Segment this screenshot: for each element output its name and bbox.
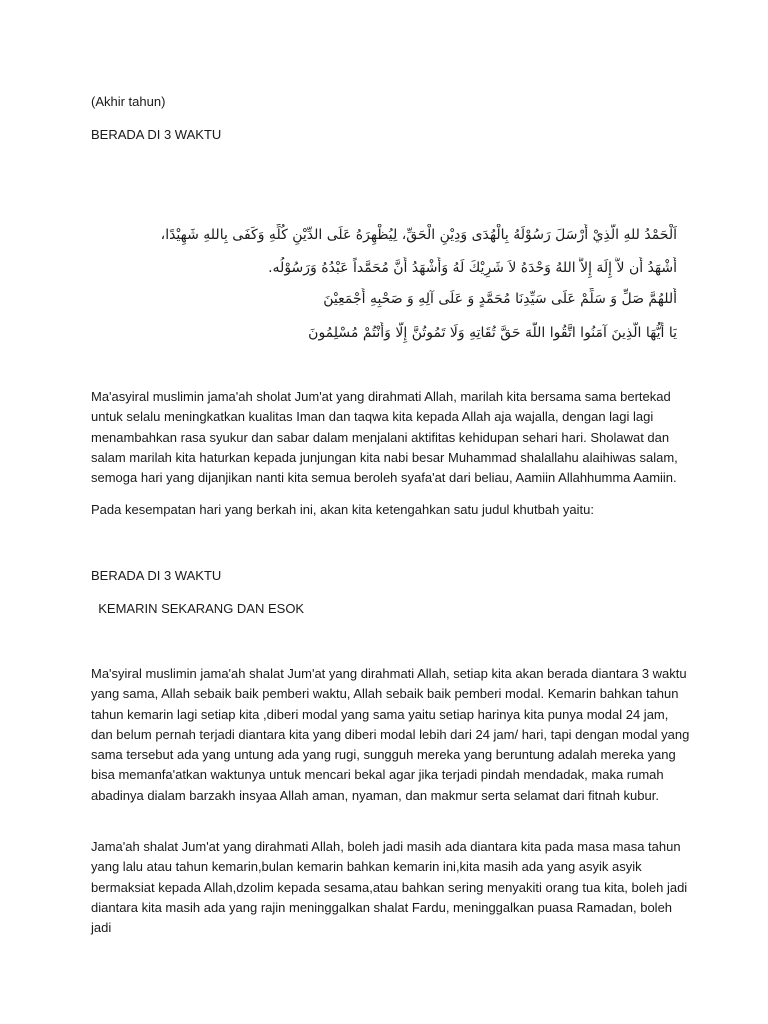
paragraph-occasion — [91, 500, 691, 520]
paragraph-occasion-text: Pada kesempatan hari yang berkah ini, akan kita ketengahkan satu judul khutbah yaitu: — [91, 502, 595, 517]
paragraph-intro-text: Ma'asyiral muslimin jama'ah sholat Jum'at yang dirahmati Allah, marilah kita bersama sama bertekad untuk selalu meningkatkan kualitas Iman dan taqwa kita kepada Allah aja wajalla, dengan lagi lagi menambahkan rasa syukur dan sabar dalam menjalani aktifitas kehidupan sehari hari. Sholawat dan salam marilah kita haturkan kepada junjungan kita nabi besar Muhammad shalallahu alaihiwas salam, semoga hari yang dijanjikan nanti kita semua beroleh syafa'at dari beliau, Aamiin Allahhumma Aamiin. — [91, 389, 678, 486]
paragraph-body-1 — [91, 664, 691, 806]
paragraph-body-2 — [91, 837, 691, 938]
paragraph-body-1-text: Ma'syiral muslimin jama'ah shalat Jum'at yang dirahmati Allah, setiap kita akan berada diantara 3 waktu yang sama, Allah sebaik baik pemberi waktu, Allah sebaik baik pemberi modal. Kemarin bahkan tahun tahun kemarin lagi setiap kita ,diberi modal yang sama yaitu setiap harinya kita punya modal 24 jam, dan belum pernah terjadi diantara kita yang diberi modal lebih dari 24 jam/ hari, tapi dengan modal yang sama tersebut ada yang untung ada yang rugi, sungguh mereka yang beruntung adalah mereka yang bisa memanfa'atkan waktunya untuk mencari bekal agar jika terjadi pindah mendadak, maka rumah abadinya dialam barzakh insyaa Allah aman, nyaman, dan makmur serta selamat dari fitnah kubur. — [91, 666, 690, 803]
arabic-line-2: أَشْهَدُ أَن لاَّ إِلَهَ إِلاَّ اللهُ وَحْدَهُ لاَ شَرِيْكَ لَهُ وَأَشْهَدُ أَنَّ مُحَمَّداً عَبْدُهُ وَرَسُوْلُه. — [268, 260, 677, 276]
paragraph-body-2-text: Jama'ah shalat Jum'at yang dirahmati Allah, boleh jadi masih ada diantara kita pada masa masa tahun yang lalu atau tahun kemarin,bulan kemarin bahkan kemarin ini,kita masih ada yang asyik asyik bermaksiat kepada Allah,dzolim kepada sesama,atau bahkan sering menyakiti orang tua kita, boleh jadi diantara kita masih ada yang rajin meninggalkan shalat Fardu, meninggalkan puasa Ramadan, boleh jadi — [91, 839, 688, 936]
subtitle-note: (Akhir tahun) — [91, 94, 166, 109]
arabic-line-1: اَلْحَمْدُ للهِ الَّذِيْ أَرْسَلَ رَسُوْلَهُ بِالْهُدَى وَدِيْنِ الْحَقِّ، لِيُظْهِرَهُ عَلَى الدِّيْنِ كُلِّهِ وَكَفَى بِاللهِ شَهِيْدًا، — [160, 227, 677, 243]
paragraph-intro — [91, 387, 691, 488]
khutbah-subtitle: KEMARIN SEKARANG DAN ESOK — [91, 601, 305, 616]
heading-top: BERADA DI 3 WAKTU — [91, 127, 222, 142]
khutbah-title: BERADA DI 3 WAKTU — [91, 568, 222, 583]
arabic-line-4: يَا أَيُّهَا الَّذِينَ آمَنُوا اتَّقُوا اللَّهَ حَقَّ تُقَاتِهِ وَلَا تَمُوتُنَّ إِلَّا وَأَنْتُمْ مُسْلِمُونَ — [308, 325, 677, 341]
arabic-line-3: أَللهُمَّ صَلِّ وَ سَلِّمْ عَلَى سَيِّدِنَا مُحَمَّدٍ وَ عَلَى آلِهِ وَ صَحْبِهِ أَجْمَعِيْنَ — [323, 291, 677, 307]
